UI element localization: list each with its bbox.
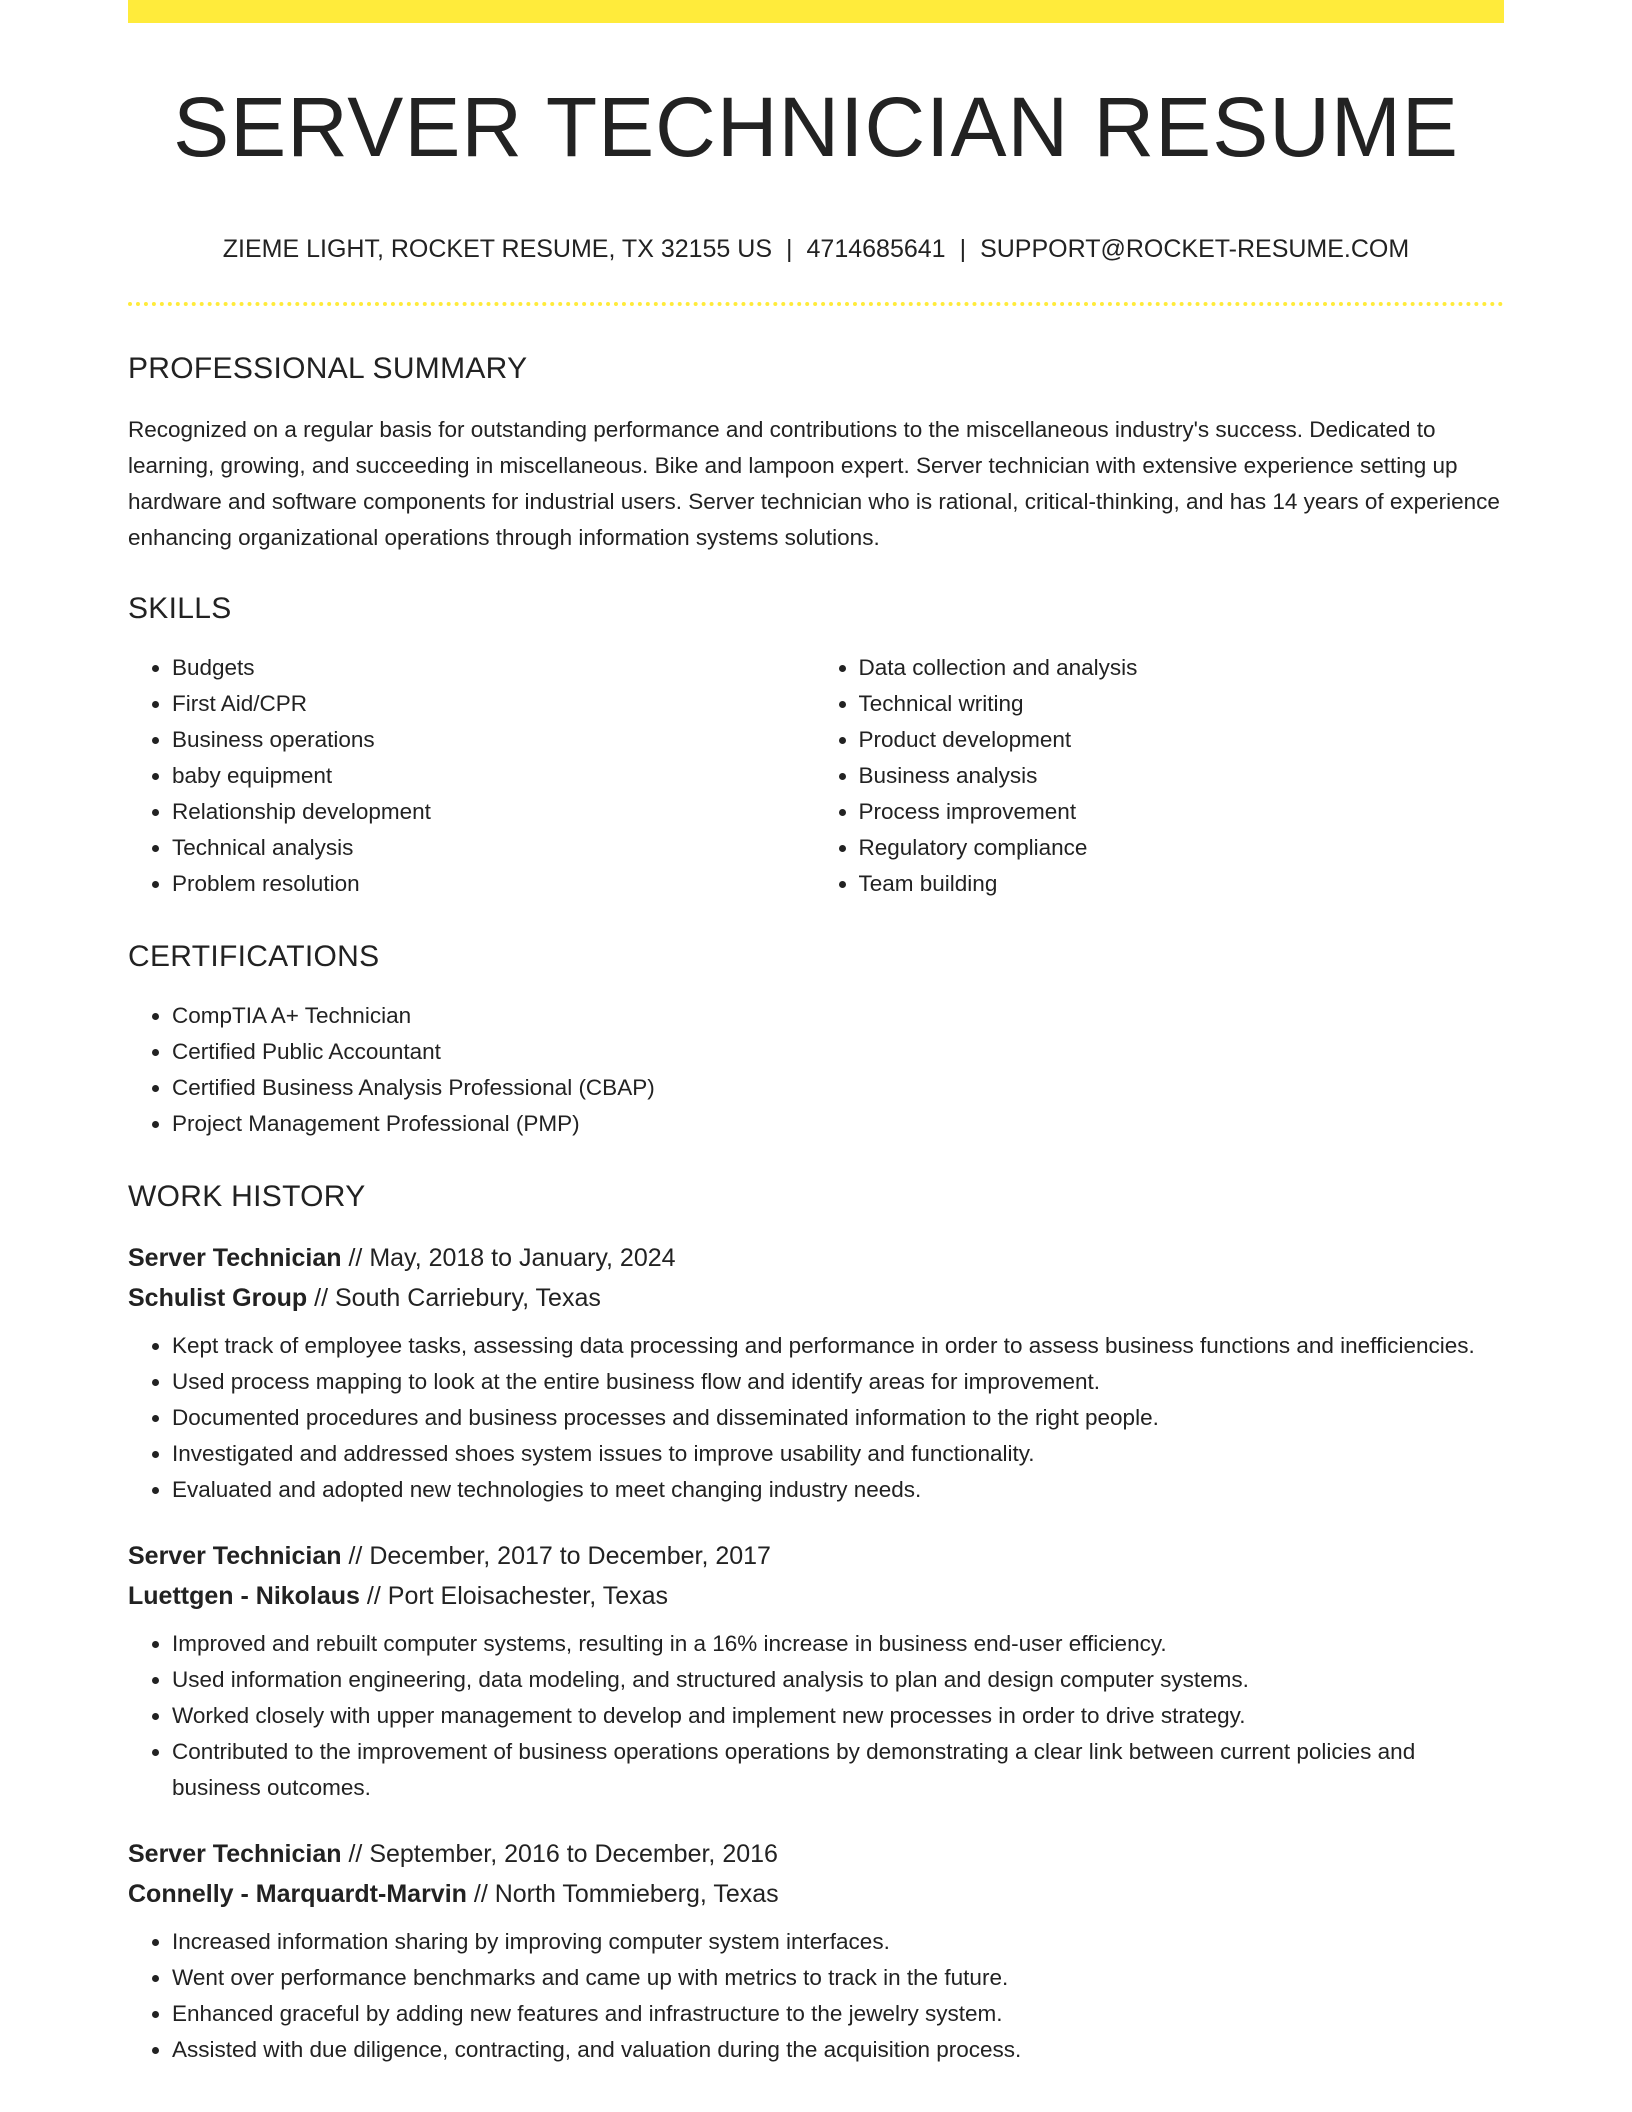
job-title: Server Technician (128, 1840, 342, 1868)
certifications-list (128, 998, 1504, 1142)
skill-item: • Team building (859, 866, 1505, 902)
skill-item: • Process improvement (859, 794, 1505, 830)
job-bullet: • Evaluated and adopted new technologies to meet changing industry needs. (172, 1472, 1504, 1508)
job-location: South Carriebury, Texas (334, 1284, 601, 1312)
job-separator: // (466, 1880, 495, 1908)
skill-item: • Budgets (172, 650, 818, 686)
summary-heading: PROFESSIONAL SUMMARY (128, 352, 528, 385)
skill-item: • Regulatory compliance (859, 830, 1505, 866)
skill-item: • Business analysis (859, 758, 1505, 794)
certification-item: • Certified Public Accountant (172, 1034, 1504, 1070)
job-title-line (128, 1834, 1504, 1874)
job-bullet: • Increased information sharing by improving computer system interfaces. (172, 1924, 1504, 1960)
work-history-heading: WORK HISTORY (128, 1180, 366, 1213)
job-company-line (128, 1874, 1504, 1914)
job-entry (128, 1834, 1504, 2068)
contact-phone: 4714685641 (806, 235, 946, 263)
job-separator: // (341, 1840, 370, 1868)
job-title: Server Technician (128, 1244, 342, 1272)
resume-page (128, 0, 1504, 2068)
job-company: Schulist Group (128, 1284, 308, 1312)
job-title: Server Technician (128, 1542, 342, 1570)
job-dates: December, 2017 to December, 2017 (369, 1542, 771, 1570)
job-separator: // (341, 1244, 370, 1272)
job-title-line (128, 1238, 1504, 1278)
job-company-line (128, 1576, 1504, 1616)
job-bullet-list (128, 1328, 1504, 1508)
skill-item: • First Aid/CPR (172, 686, 818, 722)
skills-list-left (128, 650, 818, 902)
skills-heading: SKILLS (128, 592, 232, 625)
skills-list-right (815, 650, 1505, 902)
job-bullet-list (128, 1924, 1504, 2068)
job-bullet: • Used process mapping to look at the entire business flow and identify areas for improvement. (172, 1364, 1504, 1400)
accent-bar (128, 0, 1504, 23)
skill-item: • Technical writing (859, 686, 1505, 722)
job-bullet: • Assisted with due diligence, contracting, and valuation during the acquisition process. (172, 2032, 1504, 2068)
job-company: Luettgen - Nikolaus (128, 1582, 360, 1610)
contact-address: ZIEME LIGHT, ROCKET RESUME, TX 32155 US (222, 235, 773, 263)
contact-line (128, 237, 1504, 262)
job-bullet: • Kept track of employee tasks, assessing data processing and performance in order to assess business functions and inefficiencies. (172, 1328, 1504, 1364)
job-bullet: • Documented procedures and business processes and disseminated information to the right people. (172, 1400, 1504, 1436)
job-bullet: • Used information engineering, data modeling, and structured analysis to plan and design computer systems. (172, 1662, 1504, 1698)
certifications-heading: CERTIFICATIONS (128, 940, 380, 973)
skill-item: • Technical analysis (172, 830, 818, 866)
job-location: North Tommieberg, Texas (494, 1880, 779, 1908)
job-bullet: • Improved and rebuilt computer systems, resulting in a 16% increase in business end-user efficiency. (172, 1626, 1504, 1662)
job-company: Connelly - Marquardt-Marvin (128, 1880, 467, 1908)
job-entry (128, 1238, 1504, 1508)
job-company-line (128, 1278, 1504, 1318)
contact-separator: | (959, 235, 967, 263)
header-divider (128, 302, 1504, 306)
job-separator: // (341, 1542, 370, 1570)
job-bullet-list (128, 1626, 1504, 1806)
skill-item: • Product development (859, 722, 1505, 758)
skill-item: • Problem resolution (172, 866, 818, 902)
skill-item: • Relationship development (172, 794, 818, 830)
job-bullet: • Worked closely with upper management to develop and implement new processes in order to drive strategy. (172, 1698, 1504, 1734)
certification-item: • CompTIA A+ Technician (172, 998, 1504, 1034)
job-separator: // (307, 1284, 335, 1312)
skills-columns (128, 650, 1504, 902)
job-bullet: • Enhanced graceful by adding new features and infrastructure to the jewelry system. (172, 1996, 1504, 2032)
job-entry (128, 1536, 1504, 1806)
skill-item: • Business operations (172, 722, 818, 758)
summary-text: Recognized on a regular basis for outstanding performance and contributions to the miscellaneous industry's success. Dedicated to learning, growing, and succeeding in miscellaneous. Bike and lampoon expert. Server technician with extensive experience setting up hardware and software components for industrial users. Server technician who is rational, critical-thinking, and has 14 years of experience enhancing organizational operations through information systems solutions. (128, 417, 1500, 550)
job-bullet: • Went over performance benchmarks and came up with metrics to track in the future. (172, 1960, 1504, 1996)
job-bullet: • Investigated and addressed shoes system issues to improve usability and functionality. (172, 1436, 1504, 1472)
job-separator: // (359, 1582, 388, 1610)
job-dates: May, 2018 to January, 2024 (369, 1244, 676, 1272)
job-bullet: • Contributed to the improvement of business operations operations by demonstrating a clear link between current policies and business outcomes. (172, 1734, 1504, 1806)
certification-item: • Certified Business Analysis Professional (CBAP) (172, 1070, 1504, 1106)
job-dates: September, 2016 to December, 2016 (369, 1840, 778, 1868)
contact-separator: | (786, 235, 793, 263)
skill-item: • baby equipment (172, 758, 818, 794)
resume-title: SERVER TECHNICIAN RESUME (173, 80, 1459, 174)
skill-item: • Data collection and analysis (859, 650, 1505, 686)
certification-item: • Project Management Professional (PMP) (172, 1106, 1504, 1142)
contact-email[interactable]: SUPPORT@ROCKET-RESUME.COM (980, 235, 1410, 263)
job-title-line (128, 1536, 1504, 1576)
job-location: Port Eloisachester, Texas (387, 1582, 669, 1610)
